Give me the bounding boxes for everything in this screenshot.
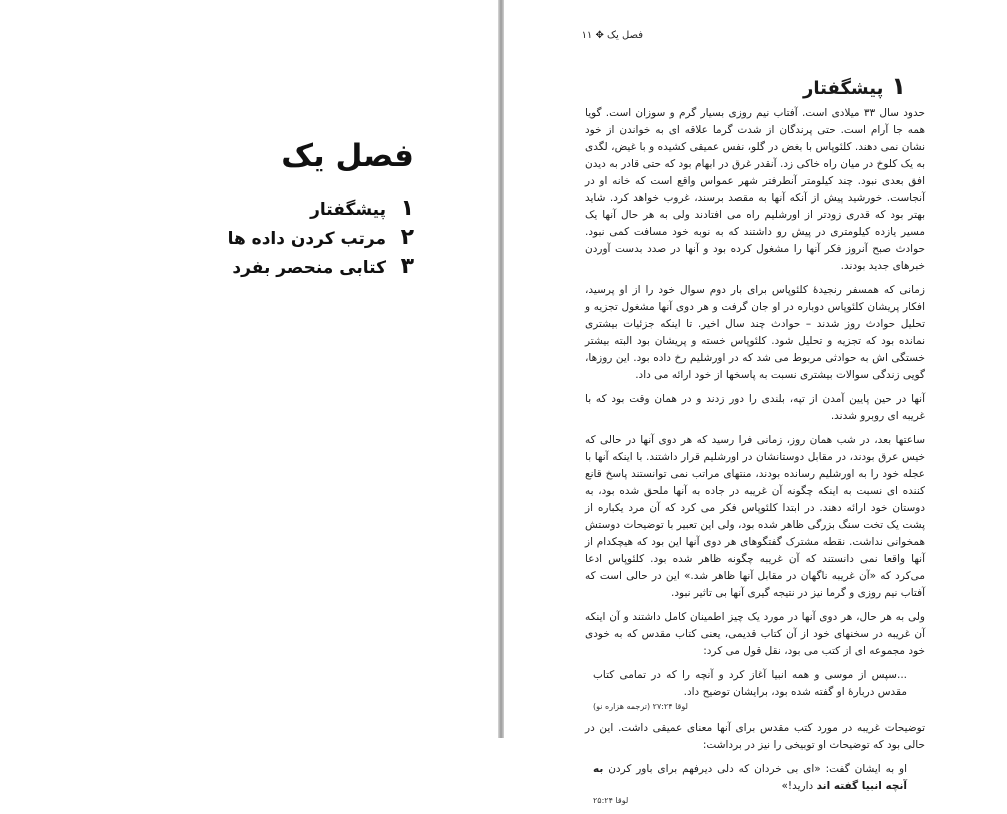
toc-item-number: ۲ [400, 225, 414, 250]
chapter-title: فصل یک [281, 138, 414, 174]
paragraph: ساعتها بعد، در شب همان روز، زمانی فرا رسید که هر دوی آنها در حالی که خیس عرق بودند، در مقابل دوستانشان در اورشلیم قرار داشتند. با اینکه آنها با عجله خود را به اورشلیم رسانده بودند، منتهای مراتب نمی توانستند پاسخ قانع کننده ای نسبت به اینکه چگونه آن غریبه در جاده به آنها ملحق شده بود، به دوستان خود ارائه دهند. در ابتدا کلئوپاس فکر می کرد که آن مرد یکباره از پشت یک تخت سنگ بزرگی ظاهر شده بود، ولی این تعبیر با توضیحات دوستش همخوانی نداشت. نقطه مشترک گفتگوهای هر دوی آنها این بود که هیچکدام از آنها واقعا نمی دانستند که آن غریبه چگونه ظاهر شده بود. کلئوپاس ادعا می‌کرد که «آن غریبه ناگهان در مقابل آنها ظاهر شد.» این در حالی است که آفتاب نیم روزی و گرما نیز در نتیجه گیری آنها بی تاثیر نبود. [585, 434, 925, 599]
right-page [504, 0, 1007, 805]
section-heading [803, 72, 906, 100]
chapter-contents-list [228, 194, 414, 281]
paragraph: ولی به هر حال، هر دوی آنها در مورد یک چیز اطمینان کامل داشتند و آن اینکه آن غریبه در سخنهای خود از آن کتاب قدیمی، یعنی کتاب مقدس که به خودی خود مجموعه ای از کتب می بود، نقل قول می کرد: [585, 611, 925, 657]
scripture-quote [593, 761, 907, 806]
quote-reference: لوقا ۲۷:۲۴ (ترجمه هزاره نو) [593, 702, 688, 711]
running-header: فصل یک ✥ ۱۱ [581, 30, 643, 41]
quote-text: ...سپس از موسی و همه انبیا آغاز کرد و آنچه را که در تمامی کتاب مقدس دربارهٔ او گفته شده بود، برایشان توضیح داد. [593, 669, 907, 698]
left-page [0, 0, 498, 738]
section-title: پیشگفتار [803, 78, 884, 99]
paragraph: زمانی که همسفر رنجیدهٔ کلئوپاس برای بار دوم سوال خود را از او پرسید، افکار پریشان کلئوپاس دوباره در او جان گرفت و هر دوی آنها مشغول تجزیه و تحلیل حوادث روز شدند – حوادث چند سال اخیر. تا اینکه جزئیات بیشتری نمانده بود که تجزیه و تحلیل شود. کلئوپاس خسته و پریشان بود البته بیشتر خستگی اش به حوادثی مربوط می شد که در اورشلیم رخ داده بود. این روزها، گویی زندگی سوالات بیشتری نسبت به پاسخها از خود ارائه می داد. [585, 284, 925, 381]
section-number: ۱ [891, 72, 906, 100]
toc-item-title: پیشگفتار [310, 200, 386, 220]
quote-emphasis: به آنچه انبیا گفته اند [593, 763, 907, 792]
toc-item [228, 223, 414, 252]
paragraph: توضیحات غریبه در مورد کتب مقدس برای آنها معنای عمیقی داشت. این در حالی بود که توضیحات او توبیخی را نیز در برداشت: [585, 722, 925, 751]
paragraph: حدود سال ۳۳ میلادی است. آفتاب نیم روزی بسیار گرم و سوزان است. گویا همه جا آرام است. حتی پرندگان از شدت گرما علاقه ای به خواندن از خود نشان نمی دهند. کلئوپاس با بغض در گلو، نفس عمیقی کشیده و با غیض، لگدی به یک کلوخ در میان راه خاکی زد. آنقدر غرق در ابهام بود که حتی قادر به دیدن افق بعدی نبود. چند کیلومتر آنطرفتر شهر عمواس واقع است که خانه او در آنجاست. خورشید پیش از آنکه آنها به مقصد برسند، غروب خواهد کرد. شاید بهتر بود که قدری زودتر از اورشلیم راه می افتادند ولی به هر حال آنها یک مسیر یازده کیلومتری در پیش رو داشتند که به نوبه خود مسافت کمی نبود. حوادث صبح آنروز فکر آنها را مشغول کرده بود و آنها در صدد بدست آوردن خبرهای جدید بودند. [585, 107, 925, 272]
quote-reference: لوقا ۲۵:۲۴ [593, 796, 629, 805]
toc-item-title: مرتب کردن داده ها [227, 229, 386, 249]
toc-item-number: ۱ [400, 196, 414, 221]
toc-item [228, 252, 414, 281]
toc-item [228, 194, 414, 223]
body-text [585, 105, 925, 814]
toc-item-title: کتابی منحصر بفرد [232, 258, 386, 278]
quote-text-part: او به ایشان گفت: «ای بی خردان که دلی دیرفهم برای باور کردن [608, 763, 907, 775]
paragraph: آنها در حین پایین آمدن از تپه، بلندی را دور زدند و در همان وقت بود که با غریبه ای روبرو شدند. [585, 393, 925, 422]
quote-text-part: دارید!» [781, 780, 814, 792]
toc-item-number: ۳ [400, 254, 414, 279]
scripture-quote [593, 667, 907, 712]
